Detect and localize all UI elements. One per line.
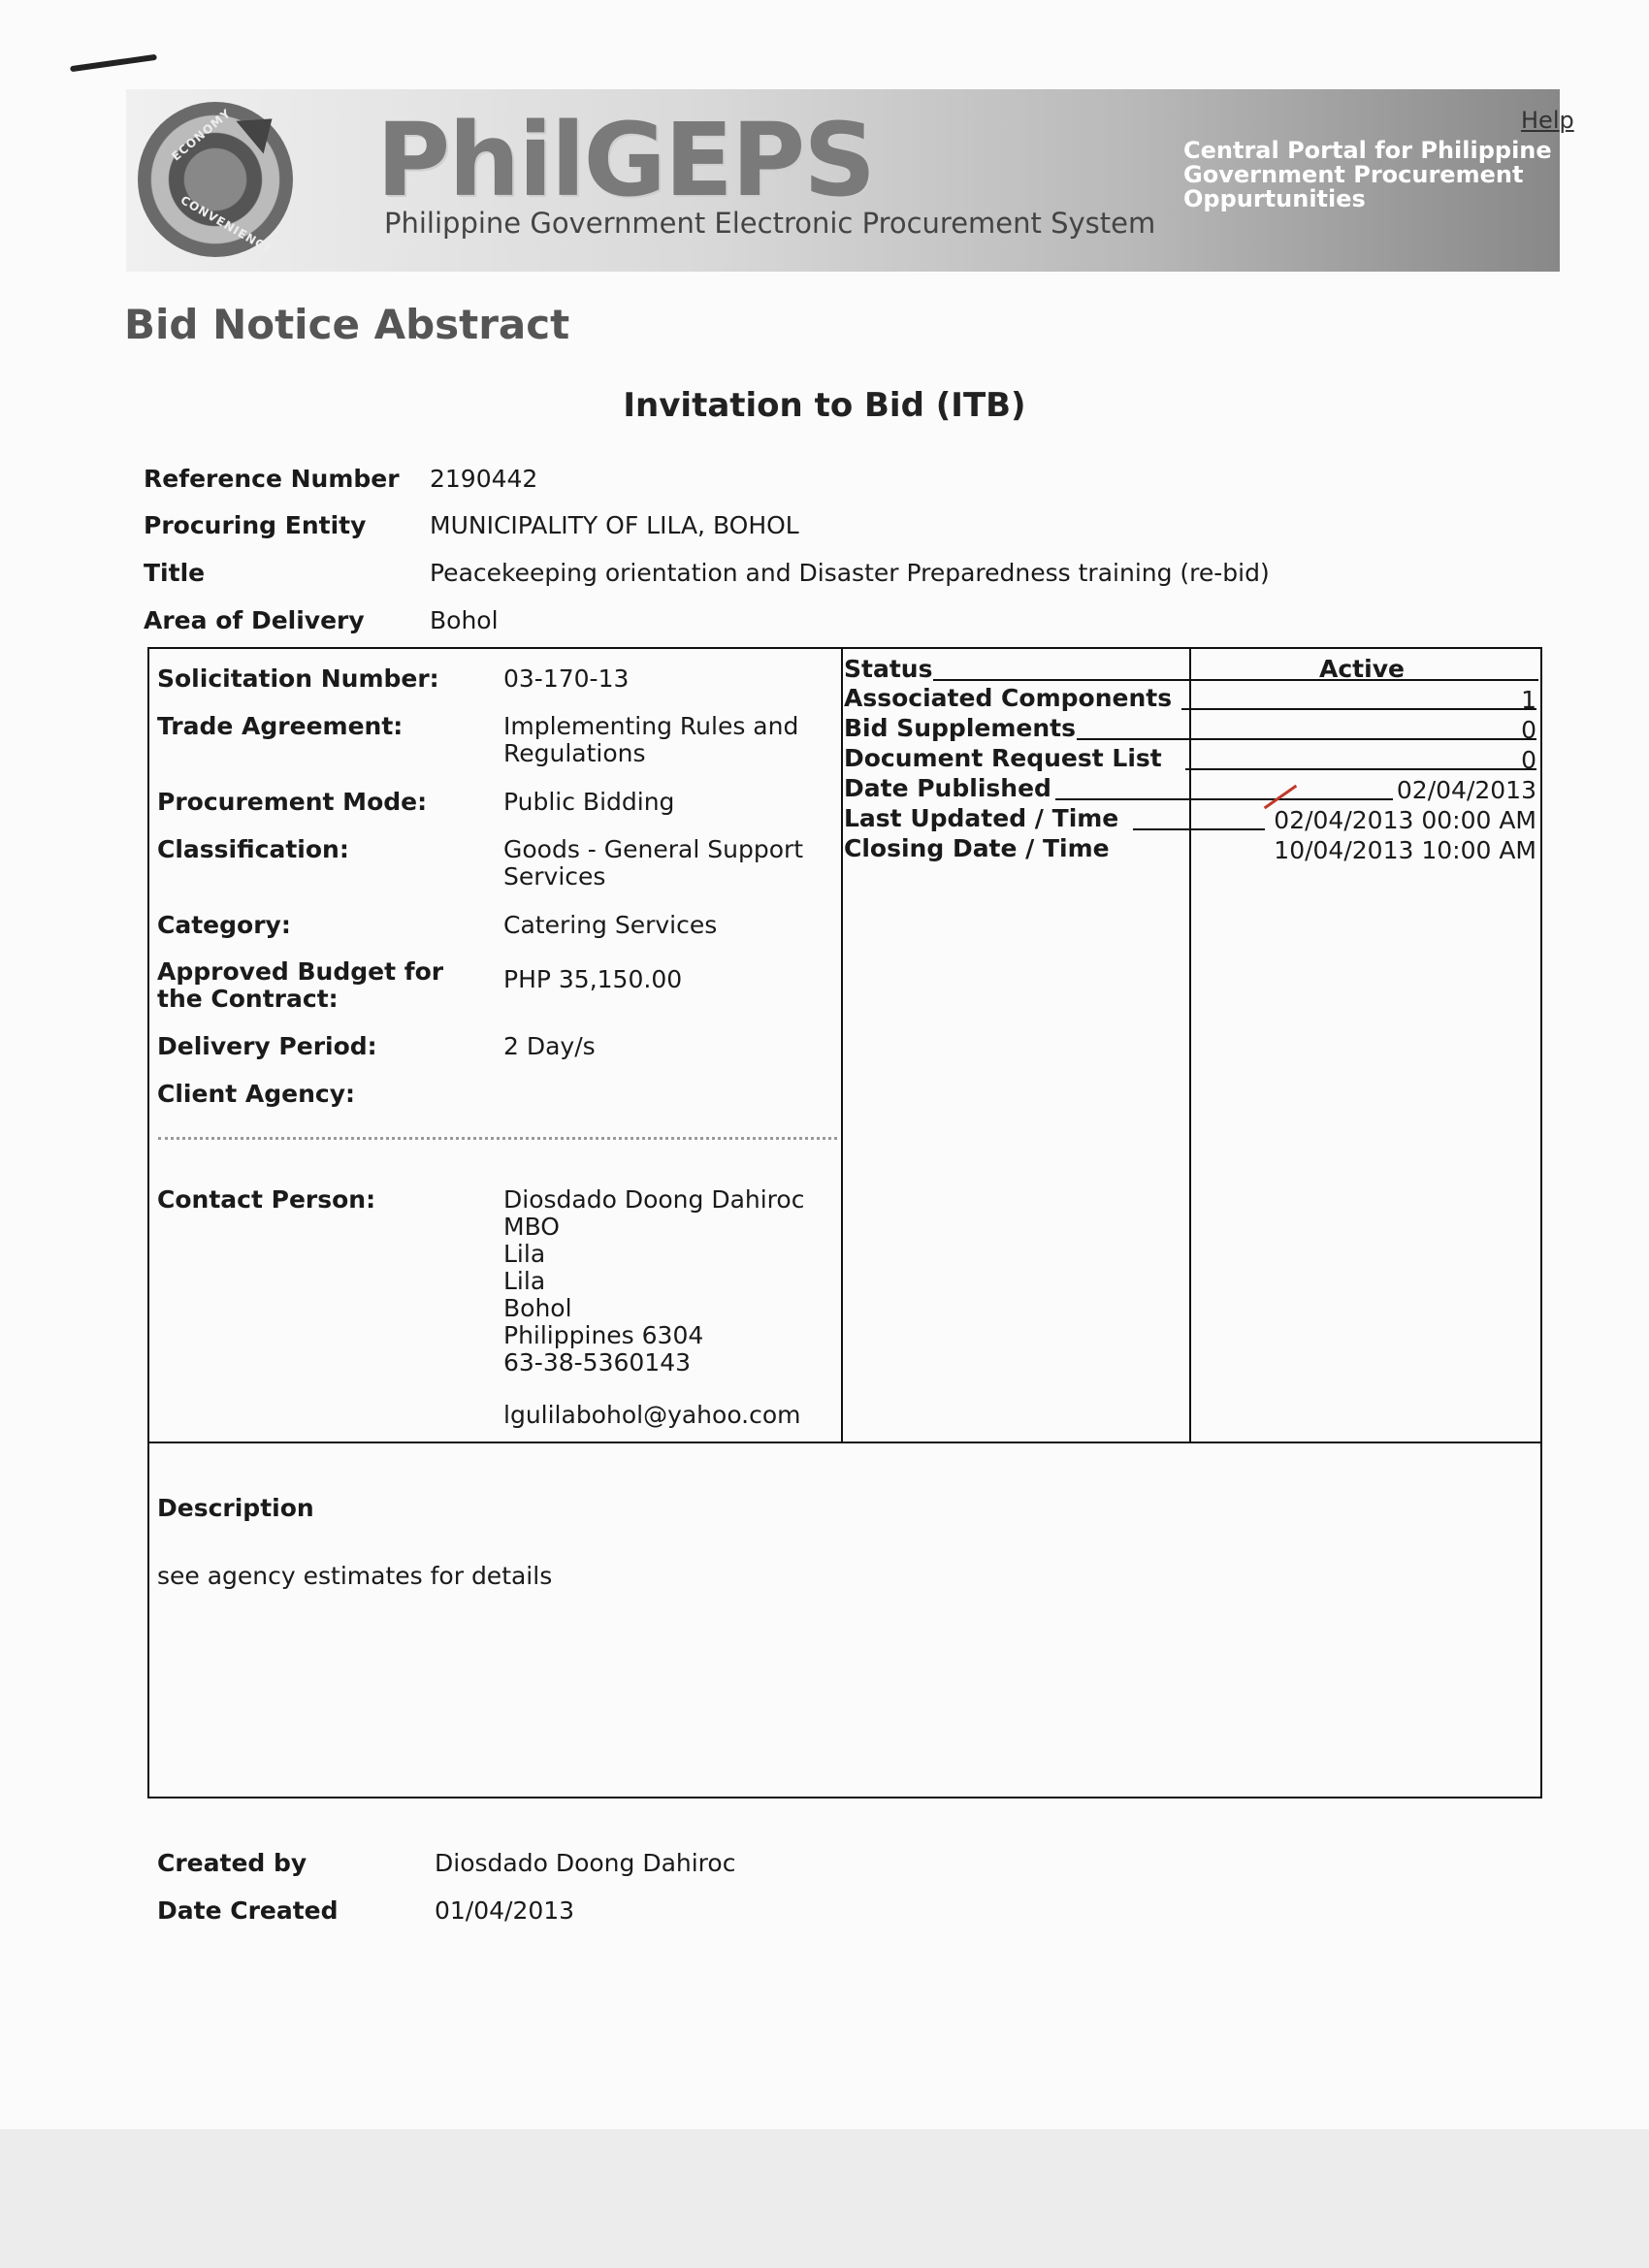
column-divider bbox=[841, 647, 843, 1442]
field-label: Trade Agreement: bbox=[157, 712, 404, 740]
notice-title: Invitation to Bid (ITB) bbox=[623, 386, 1026, 425]
section-divider bbox=[147, 1442, 1540, 1443]
last-updated-value: 02/04/2013 00:00 AM bbox=[1274, 806, 1536, 834]
contact-line: Diosdado Doong Dahiroc bbox=[503, 1185, 805, 1214]
date-created-value: 01/04/2013 bbox=[435, 1896, 575, 1925]
leader-line bbox=[1055, 798, 1393, 800]
status-badge: Active bbox=[1319, 655, 1405, 683]
field-label: Delivery Period: bbox=[157, 1032, 377, 1060]
field-value: Implementing Rules and Regulations bbox=[503, 712, 799, 767]
document-request-list-label: Document Request List bbox=[844, 744, 1162, 772]
summary-row-title bbox=[144, 559, 1270, 587]
contact-line: MBO bbox=[503, 1213, 560, 1241]
created-by-row bbox=[157, 1849, 735, 1877]
field-label: Client Agency: bbox=[157, 1080, 356, 1108]
last-updated-label: Last Updated / Time bbox=[844, 804, 1119, 832]
date-published-value: 02/04/2013 bbox=[1396, 776, 1536, 804]
pen-stroke bbox=[70, 54, 157, 72]
brand-logo-text: PhilGEPS bbox=[376, 101, 875, 219]
closing-date-label: Closing Date / Time bbox=[844, 834, 1110, 862]
contact-line: Lila bbox=[503, 1267, 546, 1295]
summary-value: Peacekeeping orientation and Disaster Preparedness training (re-bid) bbox=[430, 559, 1270, 587]
date-created-label: Date Created bbox=[157, 1896, 339, 1925]
leader-line bbox=[1133, 828, 1265, 830]
leader-line bbox=[1181, 708, 1536, 710]
leader-line bbox=[1185, 768, 1536, 770]
associated-components-label: Associated Components bbox=[844, 684, 1173, 712]
leader-line bbox=[1077, 738, 1536, 740]
field-value: Goods - General Support Services bbox=[503, 835, 804, 891]
contact-line: Philippines 6304 bbox=[503, 1321, 704, 1349]
summary-label: Reference Number bbox=[144, 465, 400, 493]
summary-row-reference bbox=[144, 465, 537, 493]
summary-label: Procuring Entity bbox=[144, 511, 367, 539]
contact-block bbox=[503, 1186, 824, 1429]
logo-word-convenience: CONVENIENCE bbox=[178, 193, 275, 257]
field-value: 2 Day/s bbox=[503, 1032, 596, 1060]
field-label: Solicitation Number: bbox=[157, 664, 439, 693]
bid-supplements-value: 0 bbox=[1521, 716, 1536, 744]
page-heading: Bid Notice Abstract bbox=[124, 301, 570, 348]
field-value: PHP 35,150.00 bbox=[503, 965, 683, 993]
created-by-label: Created by bbox=[157, 1849, 307, 1877]
summary-value: 2190442 bbox=[430, 465, 538, 493]
field-value: Catering Services bbox=[503, 911, 718, 939]
document-request-list-value: 0 bbox=[1521, 746, 1536, 774]
associated-components-value: 1 bbox=[1521, 686, 1536, 714]
field-label: Procurement Mode: bbox=[157, 788, 428, 816]
field-label: Approved Budget for the Contract: bbox=[157, 957, 444, 1013]
bid-supplements-label: Bid Supplements bbox=[844, 714, 1076, 742]
description-label: Description bbox=[157, 1494, 314, 1522]
field-label: Contact Person: bbox=[157, 1185, 376, 1214]
contact-line: 63-38-5360143 bbox=[503, 1348, 692, 1377]
field-value: Public Bidding bbox=[503, 788, 675, 816]
logo-word-economy: ECONOMY bbox=[169, 106, 234, 164]
portal-tagline: Central Portal for Philippine Government Procurement Oppurtunities bbox=[1183, 137, 1552, 212]
summary-value: Bohol bbox=[430, 606, 499, 634]
page-bottom-shade bbox=[0, 2129, 1649, 2268]
contact-line: Bohol bbox=[503, 1294, 572, 1322]
dotted-separator bbox=[158, 1137, 837, 1140]
closing-date-value: 10/04/2013 10:00 AM bbox=[1274, 836, 1536, 864]
leader-line bbox=[933, 679, 1189, 681]
field-label: Classification: bbox=[157, 835, 349, 863]
contact-email[interactable]: lgulilabohol@yahoo.com bbox=[503, 1401, 801, 1429]
contact-line: Lila bbox=[503, 1240, 546, 1268]
brand-subtitle: Philippine Government Electronic Procurement System bbox=[384, 207, 1156, 240]
summary-label: Title bbox=[144, 559, 206, 587]
field-value: 03-170-13 bbox=[503, 664, 630, 693]
summary-value: MUNICIPALITY OF LILA, BOHOL bbox=[430, 511, 799, 539]
help-link[interactable]: Help bbox=[1521, 107, 1574, 134]
description-text: see agency estimates for details bbox=[157, 1562, 553, 1590]
summary-label: Area of Delivery bbox=[144, 606, 365, 634]
summary-row-procuring-entity bbox=[144, 511, 799, 539]
field-label: Category: bbox=[157, 911, 291, 939]
created-by-value: Diosdado Doong Dahiroc bbox=[435, 1849, 736, 1877]
date-created-row bbox=[157, 1896, 574, 1925]
date-published-label: Date Published bbox=[844, 774, 1051, 802]
column-divider bbox=[1189, 647, 1191, 1442]
status-label: Status bbox=[844, 655, 933, 683]
summary-row-area bbox=[144, 606, 499, 634]
